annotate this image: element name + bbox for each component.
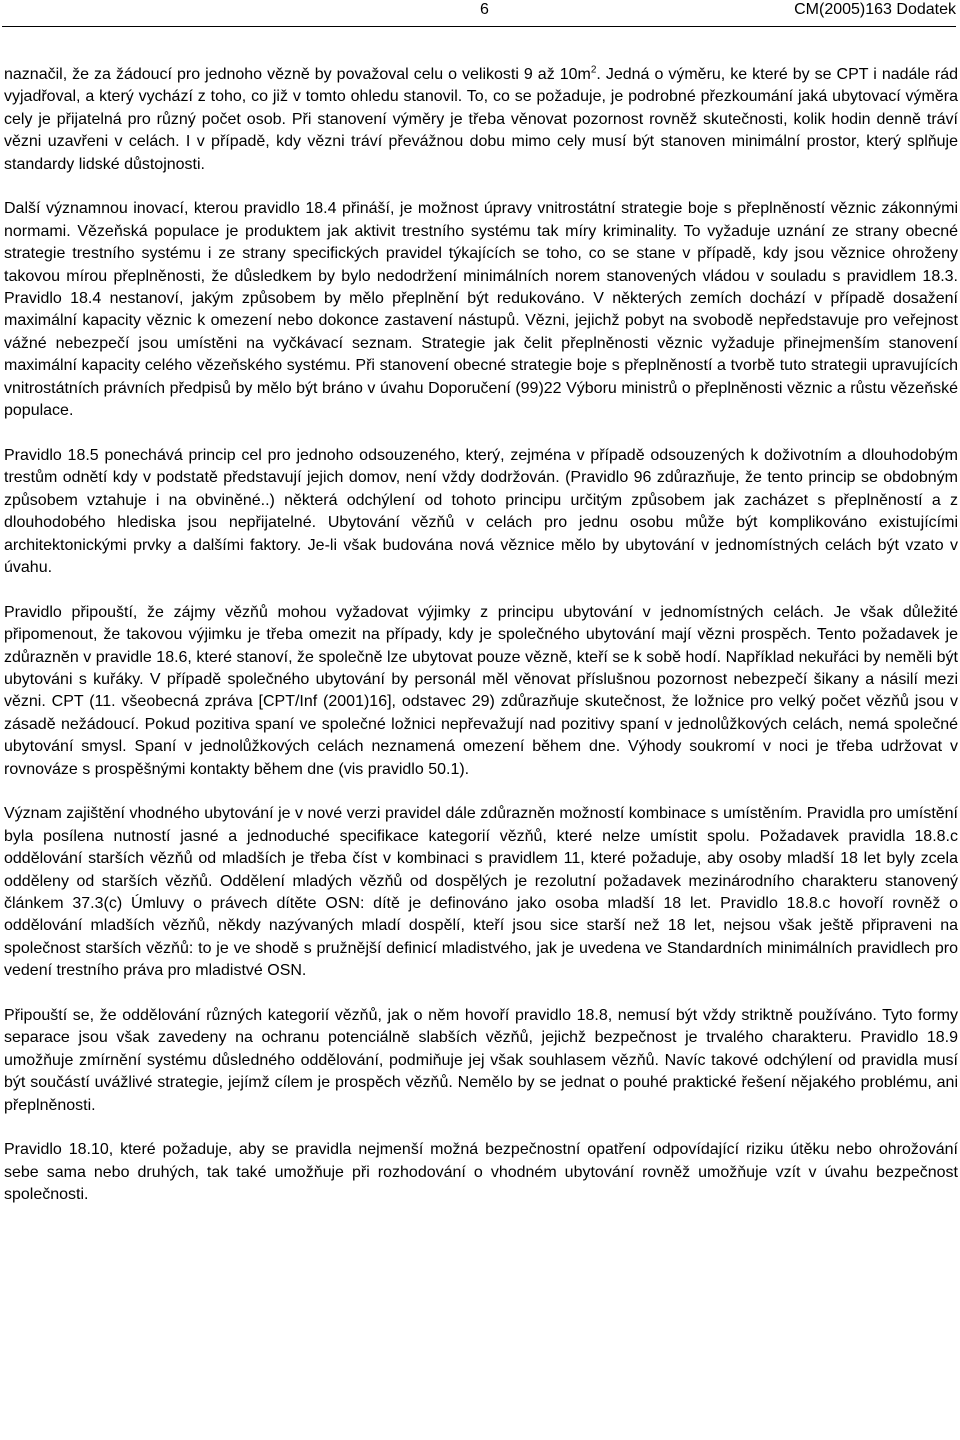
paragraph-7: Pravidlo 18.10, které požaduje, aby se pravidla nejmenší možná bezpečnostní opatření odpovídající riziku útěku nebo ohrožování sebe sama nebo druhých, tak také umožňuje při rozhodování o vhodném ubytování rovněž umožňuje vzít v úvahu bezpečnost společnosti. (4, 1141, 958, 1204)
page-number: 6 (480, 1, 489, 18)
page-header (0, 0, 960, 22)
paragraph-2: Další významnou inovací, kterou pravidlo 18.4 přináší, je možnost úpravy vnitrostátní strategie boje s přeplněností věznic zákonnými normami. Vězeňská populace je produktem jak aktivit trestního systému tak míry kriminality. To vyžaduje uznání ze strany obecné strategie trestního systému i ze strany specifických pravidel týkajících se toho, co se stane v případě, kdy jsou věznice ohroženy takovou mírou přeplněnosti, že důsledkem by bylo nedodržení minimálních norem stanovených vládou v souladu s pravidlem 18.3. Pravidlo 18.4 nestanoví, jakým způsobem by mělo přeplnění být redukováno. V některých zemích dochází v případě dosažení maximální kapacity věznic k omezení nebo dokonce zastavení nástupů. Vězni, jejichž pobyt na svobodě nepředstavuje pro veřejnost vážné nebezpečí jsou umístěni na vyčkávací seznam. Strategie jak čelit přeplněnosti věznic vyžaduje přinejmenším stanovení maximální kapacity celého vězeňského systému. Při stanovení obecné strategie boje s přeplněností a tvorbě tuto strategii upravujících vnitrostátních právních předpisů by mělo být bráno v úvahu Doporučení (99)22 Výboru ministrů o přeplněnosti věznic a růstu vězeňské populace. (4, 200, 958, 420)
paragraph-4: Pravidlo připouští, že zájmy vězňů mohou vyžadovat výjimky z principu ubytování v jednomístných celách. Je však důležité připomenout, že takovou výjimku je třeba omezit na případy, kdy je společného ubytování mají vězni prospěch. Tento požadavek je zdůrazněn v pravidle 18.6, které stanoví, že společně lze ubytovat pouze vězně, kteří se k sobě hodí. Například nekuřáci by neměli být ubytováni s kuřáky. V případě společného ubytování by personál měl věnovat příslušnou pozornost nebezpečí šikany a násilí mezi vězni. CPT (11. všeobecná zpráva [CPT/Inf (2001)16], odstavec 29) zdůrazňuje skutečnost, že ložnice pro velký počet vězňů jsou v zásadě nežádoucí. Pokud pozitiva spaní ve společné ložnici nepřevažují nad pozitivy spaní v jednolůžkových celách, nemá společné ubytování smysl. Spaní v jednolůžkových celách neznamená omezení během dne. Výhody soukromí v noci je třeba udržovat v rovnováze s prospěšnými kontakty během dne (vis pravidlo 50.1). (4, 603, 958, 778)
paragraph-3: Pravidlo 18.5 ponechává princip cel pro jednoho odsouzeného, který, zejména v případě odsouzených k doživotním a dlouhodobým trestům odnětí kdy v podstatě představují jejich domov, není vždy dodržován. (Pravidlo 96 zdůrazňuje, že tento princip se obdobným způsobem vztahuje i na obviněné..) některá odchýlení od tohoto principu určitým způsobem jak zacházet s přeplněností a z dlouhodobého hlediska jsou nepřijatelné. Ubytování vězňů v celách pro jednu osobu může být komplikováno existujícími architektonickými prvky a dalšími faktory. Je-li však budována nová věznice mělo by ubytování v jednomístných celách být vzato v úvahu. (4, 446, 958, 576)
document-body (4, 64, 958, 1229)
paragraph-6: Připouští se, že oddělování různých kategorií vězňů, jak o něm hovoří pravidlo 18.8, nemusí být vždy striktně používáno. Tyto formy separace jsou však zavedeny na ochranu potenciálně slabších vězňů, jejichž bezpečnost je trvalého charakteru. Pravidlo 18.9 umožňuje zmírnění systému důsledného oddělování, podmiňuje jej však souhlasem vězňů. Navíc takové odchýlení od pravidla musí být součástí uvážlivé strategie, jejímž cílem je prospěch vězňů. Nemělo by se jednat o pouhé praktické řešení nějakého problému, ani přeplněnosti. (4, 1006, 958, 1114)
superscript: 2 (590, 64, 597, 76)
paragraph-1: naznačil, že za žádoucí pro jednoho vězně by považoval celu o velikosti 9 až $10m^2$. Jedná o výměru, ke které by se CPT i nadále rád vyjadřoval, a který vychází z toho, co již v tomto ohledu stanovil. To, co se požaduje, je podrobné přezkoumání jaká ubytovací výměra cely je přijatelná pro různý počet osob. Při stanovení výměry je třeba věnovat pozornost rovněž skutečnosti, kolik hodin denně tráví vězni uzavřeni v celách. I v případě, kdy vězni tráví převážnou dobu mimo cely musí být stanoven minimální prostor, který splňuje standardy lidské důstojnosti. (4, 64, 958, 173)
paragraph-5: Význam zajištění vhodného ubytování je v nové verzi pravidel dále zdůrazněn možností kombinace s umístěním. Pravidla pro umístění byla posílena nutností jasné a jednoduché specifikace kategorií vězňů, které nelze umístit spolu. Požadavek pravidla 18.8.c oddělování starších vězňů od mladších je třeba číst v kombinaci s pravidlem 11, které požaduje, aby osoby mladší 18 let byly zcela odděleny od starších vězňů. Oddělení mladých vězňů od dospělých je rezolutní požadavek mezinárodního charakteru stanovený článkem 37.3(c) Úmluvy o právech dítěte OSN: dítě je definováno jako osoba mladší 18 let. Pravidlo 18.8.c hovoří rovněž o oddělování mladších vězňů, někdy nazývaných mladí dospělí, kteří jsou sice starší než 18 let, nejsou však ještě připraveni na společnost starších vězňů: to je ve shodě s pružnější definicí mladistvého, jak je uvedena ve Standardních minimálních pravidlech pro vedení trestního práva pro mladistvé OSN. (4, 805, 958, 980)
header-divider (2, 26, 956, 27)
document-reference: CM(2005)163 Dodatek (794, 1, 956, 18)
